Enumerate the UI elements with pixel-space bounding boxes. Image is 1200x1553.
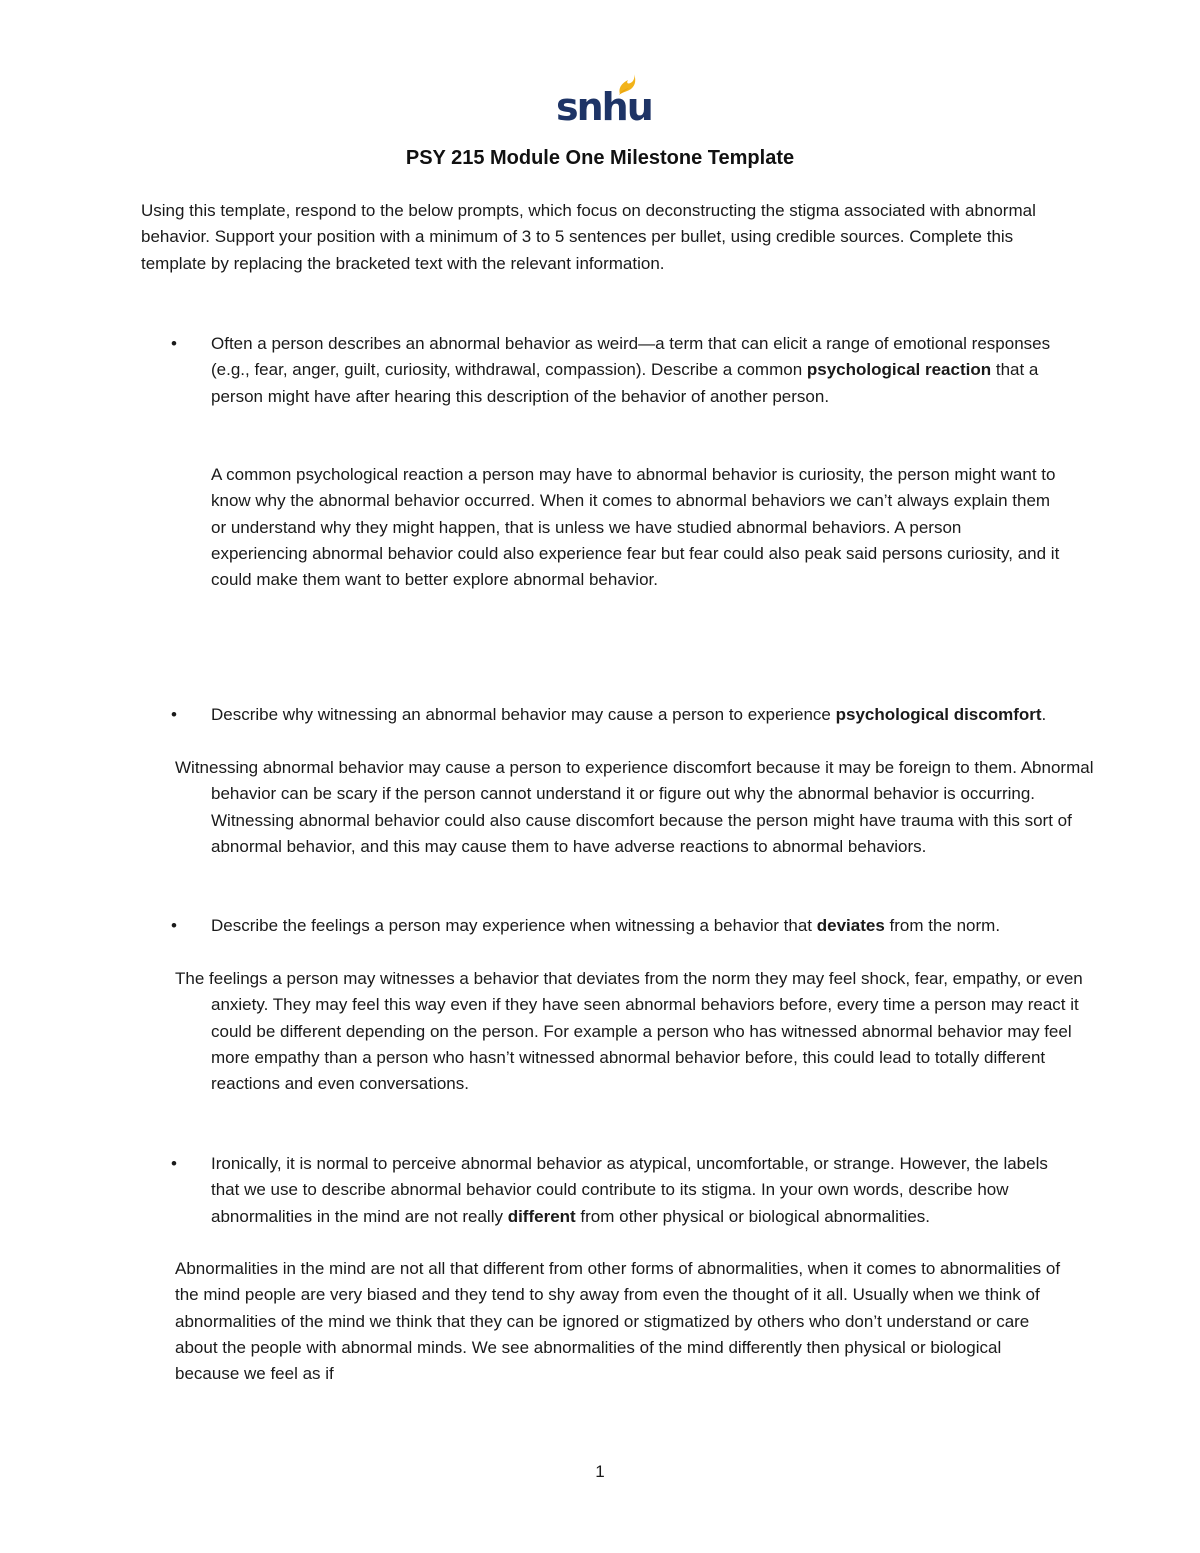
bullet-marker: •	[171, 334, 177, 353]
prompt-1	[171, 331, 1061, 410]
prompt-4-text-start: Ironically, it is normal to perceive abnormal behavior as atypical, uncomfortable, or strange. However, the labels that we use to describe abnormal behavior could contribute to its stigma. In your own words, describe how abnormalities in the mind are not really	[211, 1154, 1048, 1226]
prompt-3-keyword: deviates	[816, 916, 885, 935]
prompt-4-keyword: different	[507, 1206, 576, 1226]
answer-2: Witnessing abnormal behavior may cause a person to experience discomfort because it may be foreign to them. Abnormal behavior can be scary if the person cannot understand it or figure out why the abnormal behavior is occurring. Witnessing abnormal behavior could also cause discomfort because the person might have trauma with this sort of abnormal behavior, and this may cause them to have adverse reactions to abnormal behaviors.	[175, 758, 1094, 856]
answer-1: A common psychological reaction a person may have to abnormal behavior is curiosity, the person might want to know why the abnormal behavior occurred. When it comes to abnormal behaviors we can’t always explain them or understand why they might happen, that is unless we have studied abnormal behaviors. A person experiencing abnormal behavior could also experience fear but fear could also peak said persons curiosity, and it could make them want to better explore abnormal behavior.	[211, 465, 1060, 590]
prompt-1-text-end: that a person might have after hearing this description of the behavior of another person.	[211, 360, 1039, 406]
answer-3: The feelings a person may witnesses a behavior that deviates from the norm they may feel shock, fear, empathy, or even anxiety. They may feel this way even if they have seen abnormal behaviors before, every time a person may react it could be different depending on the person. For example a person who has witnessed abnormal behavior may feel more empathy than a person who hasn’t witnessed abnormal behavior before, this could lead to totally different reactions and even conversations.	[175, 969, 1083, 1094]
page-number: 1	[595, 1462, 605, 1481]
prompt-2-text-end: .	[1041, 705, 1047, 724]
bullet-marker: •	[171, 916, 177, 935]
prompt-1-text-start: Often a person describes an abnormal behavior as weird—a term that can elicit a range of emotional responses (e.g., fear, anger, guilt, curiosity, withdrawal, compassion). Describe a common	[211, 334, 1051, 380]
intro-paragraph: Using this template, respond to the below prompts, which focus on deconstructing the stigma associated with abnormal behavior. Support your position with a minimum of 3 to 5 sentences per bullet, using credible sources. Complete this template by replacing the bracketed text with the relevant information.	[141, 201, 1036, 273]
snhu-logo	[556, 74, 652, 132]
prompt-3	[171, 913, 1061, 939]
prompt-2	[171, 702, 1061, 728]
logo-wordmark: snhu	[556, 85, 652, 129]
bullet-marker: •	[171, 705, 177, 724]
bullet-marker: •	[171, 1154, 177, 1173]
answer-4: Abnormalities in the mind are not all that different from other forms of abnormalities, when it comes to abnormalities of the mind people are very biased and they tend to shy away from even the thought of it all. Usually when we think of abnormalities of the mind we think that they can be ignored or stigmatized by others who don’t understand or care about the people with abnormal minds. We see abnormalities of the mind differently then physical or biological because we feel as if	[175, 1259, 1061, 1384]
page-title: PSY 215 Module One Milestone Template	[405, 147, 795, 169]
prompt-3-text-start: Describe the feelings a person may experience when witnessing a behavior that	[211, 916, 817, 935]
prompt-2-text-start: Describe why witnessing an abnormal behavior may cause a person to experience	[211, 705, 836, 724]
prompt-4-text-end: from other physical or biological abnormalities.	[575, 1206, 931, 1226]
prompt-2-keyword: psychological discomfort	[835, 705, 1042, 724]
prompt-4	[171, 1151, 1061, 1230]
prompt-1-keyword: psychological reaction	[806, 360, 992, 380]
prompt-3-text-end: from the norm.	[884, 916, 1001, 935]
